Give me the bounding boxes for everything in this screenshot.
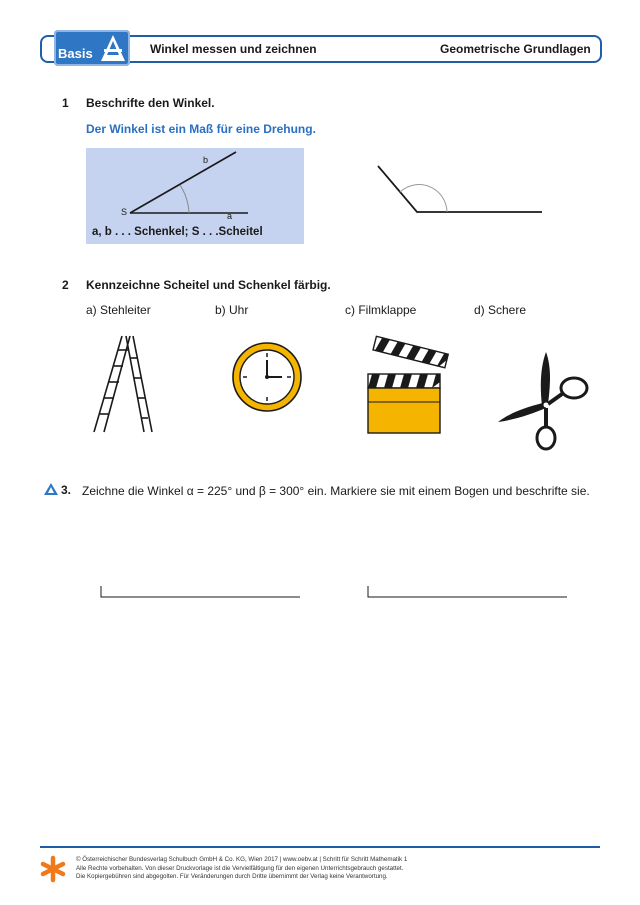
page-topic: Geometrische Grundlagen: [440, 42, 591, 56]
item-label-ladder: a) Stehleiter: [86, 303, 151, 317]
basis-label: Basis: [58, 46, 93, 61]
task1-note: Der Winkel ist ein Maß für eine Drehung.: [86, 122, 316, 136]
page-title: Winkel messen und zeichnen: [150, 42, 317, 56]
item-label-scissors: d) Schere: [474, 303, 527, 317]
leg-b-label: b: [203, 155, 209, 165]
clock-icon: [230, 340, 310, 420]
angle-baseline-alpha: [100, 586, 304, 600]
leg-a-label: a: [227, 211, 233, 221]
publisher-logo-icon: [40, 856, 66, 882]
scissors-icon: [494, 348, 594, 454]
task3-text: Zeichne die Winkel α = 225° und β = 300° ein. Markiere sie mit einem Bogen und beschrifte sie.: [82, 484, 590, 498]
footer-line-3: Die Kopiergebühren sind abgegolten. Für Veränderungen durch Dritte übernimmt der Verlag keine Verantwortung.: [76, 873, 388, 880]
task1-number: 1: [62, 96, 69, 110]
task3-number: 3.: [61, 483, 72, 497]
vertex-label: S: [121, 207, 128, 217]
footer-divider: [40, 846, 600, 848]
footer-copyright: [76, 856, 596, 882]
footer-line-1: © Österreichischer Bundesverlag Schulbuch GmbH & Co. KG, Wien 2017 | www.oebv.at | Schritt für Schritt Mathematik 1: [76, 856, 408, 863]
ladder-icon: [90, 332, 170, 436]
item-label-clapperboard: c) Filmklappe: [345, 303, 417, 317]
angle-baseline-beta: [367, 586, 571, 600]
level-marker-icon: [44, 483, 58, 495]
task2-title: Kennzeichne Scheitel und Schenkel färbig.: [86, 278, 331, 292]
footer-line-2: Alle Rechte vorbehalten. Von dieser Druckvorlage ist die Vervielfältigung für den eigenen Unterrichtsgebrauch gestattet.: [76, 864, 404, 872]
clapperboard-icon: [362, 330, 452, 438]
item-label-clock: b) Uhr: [215, 303, 249, 317]
level-triangle-icon: [100, 33, 126, 63]
definition-caption: a, b . . . Schenkel; S . . .Scheitel: [92, 226, 263, 238]
angle-to-label-diagram: [376, 160, 546, 220]
task2-number: 2: [62, 278, 69, 292]
task1-title: Beschrifte den Winkel.: [86, 96, 215, 110]
